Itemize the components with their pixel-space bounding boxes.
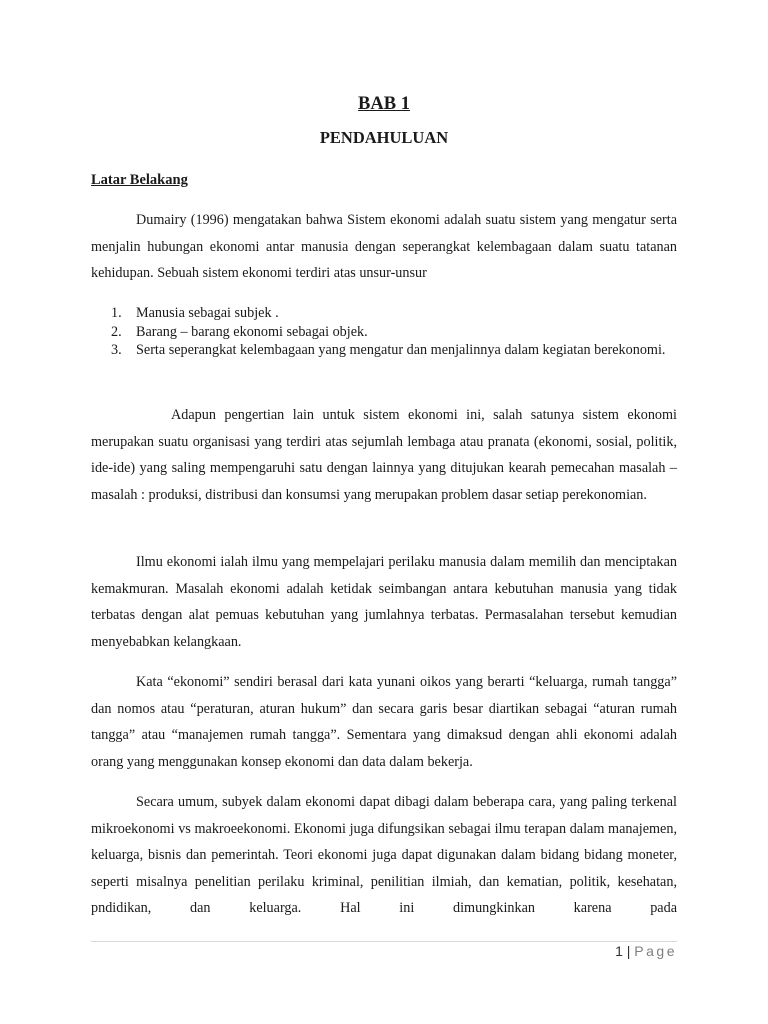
list-item-text: Serta seperangkat kelembagaan yang mengatur dan menjalinnya dalam kegiatan berekonomi. bbox=[136, 342, 666, 358]
paragraph-3: Ilmu ekonomi ialah ilmu yang mempelajari perilaku manusia dalam memilih dan menciptakan kemakmuran. Masalah ekonomi adalah ketidak seimbangan antara kebutuhan manusia yang tidak terbatas dengan alat pemuas kebutuhan yang jumlahnya terbatas. Permasalahan tersebut kemudian menyebabkan kelangkaan. bbox=[91, 554, 677, 650]
list-item bbox=[91, 337, 677, 364]
page-number: 1 bbox=[615, 943, 623, 959]
element-list bbox=[91, 304, 677, 364]
paragraph-4: Kata “ekonomi” sendiri berasal dari kata yunani oikos yang berarti “keluarga, rumah tangga” dan nomos atau “peraturan, aturan hukum” dan secara garis besar diartikan sebagai “aturan rumah tangga” atau “manajemen rumah tangga”. Sementara yang dimaksud dengan ahli ekonomi adalah orang yang menggunakan konsep ekonomi dan data dalam bekerja. bbox=[91, 674, 677, 770]
chapter-number: BAB 1 bbox=[358, 94, 410, 114]
paragraph-5: Secara umum, subyek dalam ekonomi dapat dibagi dalam beberapa cara, yang paling terkenal mikroekonomi vs makroeekonomi. Ekonomi juga difungsikan sebagai ilmu terapan dalam manajemen, keluarga, bisnis dan pemerintah. Teori ekonomi juga dapat digunakan dalam bidang bidang moneter, seperti misalnya penelitian perilaku kriminal, penilitian ilmiah, dan kematian, politik, kesehatan, pndidikan, dan keluarga. Hal ini dimungkinkan karena pada bbox=[91, 794, 677, 917]
paragraph-2: Adapun pengertian lain untuk sistem ekonomi ini, salah satunya sistem ekonomi merupakan suatu organisasi yang terdiri atas sejumlah lembaga atau pranata (ekonomi, sosial, politik, ide-ide) yang saling mempengaruhi satu dengan lainnya yang ditujukan kearah pemecahan masalah – masalah : produksi, distribusi dan konsumsi yang merupakan problem dasar setiap perekonomian. bbox=[91, 407, 677, 503]
page-footer bbox=[615, 943, 677, 959]
page-separator: | bbox=[626, 943, 631, 959]
page-label: Page bbox=[634, 943, 677, 959]
section-heading: Latar Belakang bbox=[91, 172, 188, 188]
paragraph-1: Dumairy (1996) mengatakan bahwa Sistem ekonomi adalah suatu sistem yang mengatur serta menjalin hubungan ekonomi antar manusia dengan seperangkat kelembagaan dalam suatu tatanan kehidupan. Sebuah sistem ekonomi terdiri atas unsur-unsur bbox=[91, 212, 677, 282]
list-item-number: 2. bbox=[111, 323, 122, 340]
list-item-number: 1. bbox=[111, 305, 122, 321]
list-item-text: Manusia sebagai subjek . bbox=[136, 305, 279, 321]
chapter-title: PENDAHULUAN bbox=[319, 128, 449, 147]
list-item-number: 3. bbox=[111, 342, 122, 358]
list-item bbox=[91, 304, 677, 323]
footer-divider bbox=[91, 941, 677, 942]
list-item-text: Barang – barang ekonomi sebagai objek. bbox=[136, 323, 368, 340]
